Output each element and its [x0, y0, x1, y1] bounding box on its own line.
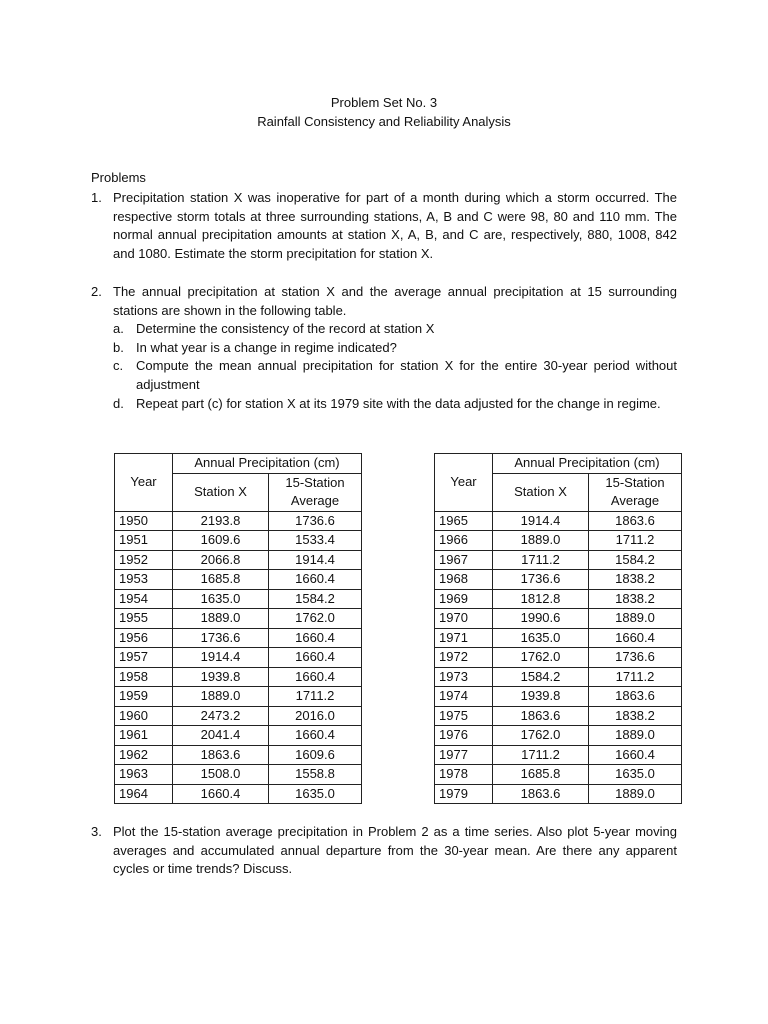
station-x-cell: 1863.6 — [493, 784, 589, 804]
problem-text: Precipitation station X was inoperative for part of a month during which a storm occurred. The respective storm totals at three surrounding stations, A, B and C were 98, 80 and 110 mm. The normal annual precipitation amounts at station X, A, B, and C are, respectively, 880, 1008, 842 and 1080. Estimate the storm precipitation for station X. — [113, 190, 677, 261]
year-cell: 1953 — [115, 570, 173, 590]
table-row — [115, 550, 362, 570]
year-cell: 1976 — [435, 726, 493, 746]
table-row — [435, 784, 682, 804]
table-row — [435, 589, 682, 609]
subitem-text: Repeat part (c) for station X at its 1979 site with the data adjusted for the change in regime. — [136, 395, 661, 411]
header-annual-precipitation: Annual Precipitation (cm) — [493, 454, 682, 474]
header-avg-line2: Average — [610, 493, 660, 508]
header-annual-precipitation: Annual Precipitation (cm) — [173, 454, 362, 474]
table-row — [435, 550, 682, 570]
problem-number: 3. — [91, 824, 102, 839]
year-cell: 1950 — [115, 511, 173, 531]
station-x-cell: 1863.6 — [173, 745, 269, 765]
station-x-cell: 1939.8 — [493, 687, 589, 707]
average-cell: 1889.0 — [589, 726, 682, 746]
average-cell: 1838.2 — [589, 570, 682, 590]
year-cell: 1956 — [115, 628, 173, 648]
average-cell: 1863.6 — [589, 511, 682, 531]
station-x-cell: 1660.4 — [173, 784, 269, 804]
station-x-cell: 1914.4 — [493, 511, 589, 531]
station-x-cell: 1863.6 — [493, 706, 589, 726]
average-cell: 1635.0 — [589, 765, 682, 785]
station-x-cell: 1685.8 — [493, 765, 589, 785]
problem-2-subitems — [91, 320, 677, 413]
station-x-cell: 2041.4 — [173, 726, 269, 746]
average-cell: 1660.4 — [269, 628, 362, 648]
subitem-text: In what year is a change in regime indicated? — [136, 339, 397, 355]
average-cell: 1609.6 — [269, 745, 362, 765]
subitem — [91, 395, 677, 414]
year-cell: 1971 — [435, 628, 493, 648]
year-cell: 1967 — [435, 550, 493, 570]
average-cell: 1762.0 — [269, 609, 362, 629]
year-cell: 1959 — [115, 687, 173, 707]
station-x-cell: 1635.0 — [493, 628, 589, 648]
table-row — [115, 570, 362, 590]
year-cell: 1958 — [115, 667, 173, 687]
station-x-cell: 1762.0 — [493, 726, 589, 746]
subitem-letter: b. — [113, 339, 124, 355]
year-cell: 1968 — [435, 570, 493, 590]
table-row — [115, 628, 362, 648]
average-cell: 1838.2 — [589, 706, 682, 726]
average-cell: 1889.0 — [589, 784, 682, 804]
year-cell: 1977 — [435, 745, 493, 765]
subitem-letter: a. — [113, 321, 124, 337]
table-body — [115, 511, 362, 804]
year-cell: 1975 — [435, 706, 493, 726]
average-cell: 1711.2 — [269, 687, 362, 707]
year-cell: 1951 — [115, 531, 173, 551]
header-avg-line1: 15-Station — [285, 474, 345, 490]
station-x-cell: 1889.0 — [173, 687, 269, 707]
station-x-cell: 2066.8 — [173, 550, 269, 570]
subitem — [91, 339, 677, 358]
problem-text: Plot the 15-station average precipitation in Problem 2 as a time series. Also plot 5-year moving averages and accumulated annual departure from the 30-year mean. Are there any apparent cycles or time trends? Discuss. — [113, 824, 677, 877]
problem-text: The annual precipitation at station X and the average annual precipitation at 15 surrounding stations are shown in the following table. — [113, 284, 677, 318]
problem-number: 2. — [91, 284, 102, 299]
table-row — [115, 726, 362, 746]
year-cell: 1978 — [435, 765, 493, 785]
table-body — [435, 511, 682, 804]
subitem-letter: d. — [113, 395, 124, 411]
station-x-cell: 1736.6 — [173, 628, 269, 648]
station-x-cell: 1508.0 — [173, 765, 269, 785]
table-row — [435, 648, 682, 668]
table-row — [435, 765, 682, 785]
average-cell: 1914.4 — [269, 550, 362, 570]
year-cell: 1954 — [115, 589, 173, 609]
problem-1 — [91, 189, 677, 263]
station-x-cell: 1685.8 — [173, 570, 269, 590]
average-cell: 1660.4 — [269, 667, 362, 687]
year-cell: 1962 — [115, 745, 173, 765]
table-row — [115, 648, 362, 668]
table-row — [435, 745, 682, 765]
average-cell: 1838.2 — [589, 589, 682, 609]
year-cell: 1963 — [115, 765, 173, 785]
year-cell: 1979 — [435, 784, 493, 804]
average-cell: 2016.0 — [269, 706, 362, 726]
header-year: Year — [115, 454, 173, 512]
table-row — [115, 609, 362, 629]
average-cell: 1660.4 — [269, 648, 362, 668]
subitem — [91, 320, 677, 339]
table-row — [115, 706, 362, 726]
average-cell: 1660.4 — [589, 745, 682, 765]
year-cell: 1965 — [435, 511, 493, 531]
year-cell: 1966 — [435, 531, 493, 551]
table-row — [115, 531, 362, 551]
station-x-cell: 1914.4 — [173, 648, 269, 668]
table-row — [435, 706, 682, 726]
table-row — [435, 531, 682, 551]
subitem — [91, 357, 677, 394]
year-cell: 1969 — [435, 589, 493, 609]
table-row — [435, 687, 682, 707]
year-cell: 1952 — [115, 550, 173, 570]
table-row — [115, 589, 362, 609]
subitem-letter: c. — [113, 358, 124, 374]
station-x-cell: 1711.2 — [493, 550, 589, 570]
average-cell: 1889.0 — [589, 609, 682, 629]
average-cell: 1635.0 — [269, 784, 362, 804]
subitem-text: Compute the mean annual precipitation for station X for the entire 30-year period without adjustment — [136, 358, 677, 392]
station-x-cell: 1889.0 — [173, 609, 269, 629]
header-15-station-average — [269, 473, 362, 511]
header-station-x: Station X — [173, 473, 269, 511]
table-row — [115, 687, 362, 707]
year-cell: 1961 — [115, 726, 173, 746]
table-row — [115, 511, 362, 531]
average-cell: 1533.4 — [269, 531, 362, 551]
table-row — [115, 667, 362, 687]
year-cell: 1964 — [115, 784, 173, 804]
station-x-cell: 2193.8 — [173, 511, 269, 531]
precipitation-table-right — [434, 453, 682, 804]
average-cell: 1736.6 — [269, 511, 362, 531]
station-x-cell: 1889.0 — [493, 531, 589, 551]
average-cell: 1711.2 — [589, 531, 682, 551]
year-cell: 1960 — [115, 706, 173, 726]
table-row — [435, 511, 682, 531]
station-x-cell: 1711.2 — [493, 745, 589, 765]
table-row — [435, 609, 682, 629]
table-row — [435, 667, 682, 687]
header-station-x: Station X — [493, 473, 589, 511]
average-cell: 1736.6 — [589, 648, 682, 668]
page-subtitle: Rainfall Consistency and Reliability Analysis — [257, 114, 511, 129]
station-x-cell: 2473.2 — [173, 706, 269, 726]
table-row — [435, 726, 682, 746]
year-cell: 1957 — [115, 648, 173, 668]
average-cell: 1711.2 — [589, 667, 682, 687]
year-cell: 1974 — [435, 687, 493, 707]
precipitation-table-left — [114, 453, 362, 804]
station-x-cell: 1939.8 — [173, 667, 269, 687]
year-cell: 1973 — [435, 667, 493, 687]
station-x-cell: 1609.6 — [173, 531, 269, 551]
subitem-text: Determine the consistency of the record at station X — [136, 321, 435, 337]
header-avg-line1: 15-Station — [605, 474, 665, 490]
header-15-station-average — [589, 473, 682, 511]
problem-number: 1. — [91, 190, 102, 205]
table-row — [435, 628, 682, 648]
station-x-cell: 1584.2 — [493, 667, 589, 687]
station-x-cell: 1635.0 — [173, 589, 269, 609]
station-x-cell: 1762.0 — [493, 648, 589, 668]
station-x-cell: 1736.6 — [493, 570, 589, 590]
average-cell: 1584.2 — [589, 550, 682, 570]
year-cell: 1955 — [115, 609, 173, 629]
average-cell: 1863.6 — [589, 687, 682, 707]
table-row — [435, 570, 682, 590]
average-cell: 1660.4 — [269, 570, 362, 590]
page-title: Problem Set No. 3 — [330, 95, 438, 110]
table-row — [115, 765, 362, 785]
problems-heading: Problems — [91, 170, 146, 185]
station-x-cell: 1990.6 — [493, 609, 589, 629]
table-row — [115, 745, 362, 765]
header-year: Year — [435, 454, 493, 512]
table-row — [115, 784, 362, 804]
average-cell: 1584.2 — [269, 589, 362, 609]
average-cell: 1558.8 — [269, 765, 362, 785]
average-cell: 1660.4 — [269, 726, 362, 746]
year-cell: 1972 — [435, 648, 493, 668]
header-avg-line2: Average — [290, 493, 340, 508]
average-cell: 1660.4 — [589, 628, 682, 648]
problem-3 — [91, 823, 677, 879]
problem-2 — [91, 283, 677, 413]
station-x-cell: 1812.8 — [493, 589, 589, 609]
year-cell: 1970 — [435, 609, 493, 629]
